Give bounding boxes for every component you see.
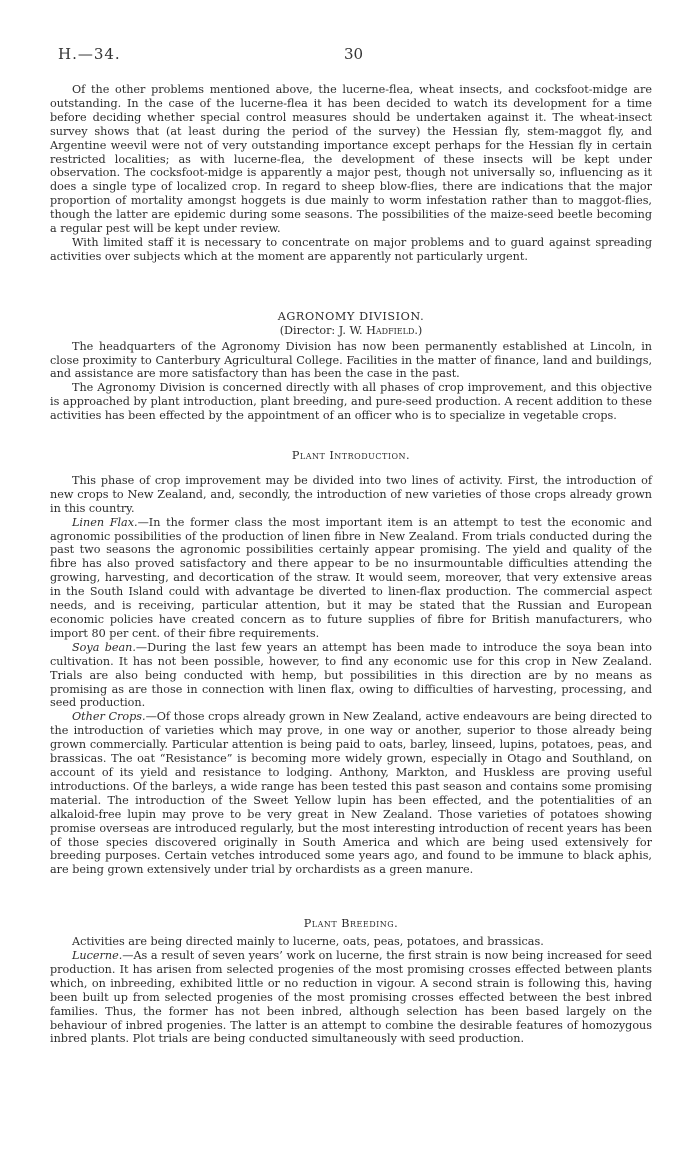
page-number: 30 — [344, 45, 364, 63]
linen-flax-text: —In the former class the most important item is an attempt to test the economic and agronomic possibilities of the production of linen fibre in New Zealand. From trials conducted during the past two seasons the agronomic possibilities certainly appear promising. The yield and quality of the fibre has also proved satisfactory and there appear to be no insurmountable difficulties attending the growing, harvesting, and decortication of the straw. It would seem, moreover, that very extensive areas in the South Island could with advantage be diverted to linen-flax production. The commercial aspect needs, and is receiving, particular attention, but it may be stated that the Russian and European economic policies have created concern as to future supplies of fibre for British manufacturers, who import 80 per cent. of their fibre requirements. — [50, 515, 652, 640]
director-line — [50, 324, 652, 338]
other-crops-label: Other Crops. — [72, 710, 146, 724]
director-close: ) — [417, 323, 423, 337]
soya-bean-label: Soya bean. — [72, 640, 136, 654]
report-reference: H.—34. — [58, 45, 121, 63]
lucerne-text: —As a result of seven years’ work on lucerne, the first strain is now being increased for seed production. It has arisen from selected progenies of the most promising crosses effected between plants which, on inbreeding, exhibited little or no reduction in vigour. A second strain is following this, having been built up from selected progenies of the most promising crosses effected between the best inbred families. Thus, the former has not been inbred, although selection has been based largely on the behaviour of inbred progenies. The latter is an attempt to combine the desirable features of homozygous inbred plants. Plot trials are being conducted simultaneously with seed production. — [50, 949, 652, 1046]
plant-breeding-paragraph-1: Activities are being directed mainly to lucerne, oats, peas, potatoes, and brassicas. — [72, 935, 544, 949]
lucerne-paragraph — [50, 949, 652, 1046]
linen-flax-paragraph — [50, 516, 652, 641]
other-crops-paragraph — [50, 710, 652, 877]
agronomy-paragraph-1: The headquarters of the Agronomy Division has now been permanently established at Lincoln, in close proximity to Canterbury Agricultural College. Facilities in the matter of finance, land and buildings, and assistance are more satisfactory than has been the case in the past. — [50, 339, 652, 381]
intro-paragraph-2: With limited staff it is necessary to concentrate on major problems and to guard against spreading activities over subjects which at the moment are apparently not particularly urgent. — [50, 235, 652, 263]
director-name: J. W. Hadfield. — [338, 323, 418, 337]
page-body — [50, 83, 652, 1046]
linen-flax-label: Linen Flax. — [72, 515, 138, 529]
agronomy-paragraph-2: The Agronomy Division is concerned directly with all phases of crop improvement, and this objective is approached by plant introduction, plant breeding, and pure-seed production. A recent addition to these activities has been effected by the appointment of an officer who is to specialize in vegetable crops. — [50, 381, 652, 423]
agronomy-division-heading: AGRONOMY DIVISION. — [277, 309, 425, 323]
lucerne-label: Lucerne. — [72, 949, 123, 963]
intro-paragraph-1: Of the other problems mentioned above, the lucerne-flea, wheat insects, and cocksfoot-midge are outstanding. In the case of the lucerne-flea it has been decided to watch its development for a time before deciding whether special control measures should be undertaken against it. The wheat-insect survey shows that (at least during the period of the survey) the Hessian fly, stem-maggot fly, and Argentine weevil were not of very outstanding importance except perhaps for the Hessian fly in certain restricted localities; as with lucerne-flea, the development of these insects will be kept under observation. The cocksfoot-midge is apparently a major pest, though not universally so, influencing as it does a single type of localized crop. In regard to sheep blow-flies, there are indications that the major proportion of mortality amongst hoggets is due mainly to worm infestation rather than to maggot-flies, though the latter are epidemic during some seasons. The possibilities of the maize-seed beetle becoming a regular pest will be kept under review. — [50, 83, 652, 236]
plant-introduction-heading: Plant Introduction. — [291, 449, 411, 463]
soya-bean-paragraph — [50, 641, 652, 711]
director-label: (Director: — [279, 323, 336, 337]
other-crops-text: —Of those crops already grown in New Zealand, active endeavours are being directed to the introduction of varieties which may prove, in one way or another, superior to those already being grown commercially. Particular attention is being paid to oats, barley, linseed, lupins, potatoes, peas, and brassicas. The oat “Resistance” is becoming more widely grown, especially in Otago and Southland, on account of its yield and resistance to lodging. Anthony, Markton, and Huskless are proving useful introductions. Of the barleys, a wide range has been tested this past season and contains some promising material. The introduction of the Sweet Yellow lupin has been effected, and the potentialities of an alkaloid-free lupin may prove to be very great in New Zealand. Those varieties of potatoes showing promise overseas are introduced regularly, but the most interesting introduction of recent years has been of those species discovered originally in South America and which are being used extensively for breeding purposes. Certain vetches introduced some years ago, and found to be immune to black aphis, are being grown extensively under trial by orchardists as a green manure. — [50, 710, 653, 877]
running-head — [0, 45, 700, 68]
plant-introduction-paragraph-1: This phase of crop improvement may be divided into two lines of activity. First, the introduction of new crops to New Zealand, and, secondly, the introduction of new varieties of those crops already grown in this country. — [50, 473, 652, 515]
soya-bean-text: —During the last few years an attempt has been made to introduce the soya bean into cultivation. It has not been possible, however, to find any economic use for this crop in New Zealand. Trials are also being conducted with hemp, but possibilities in this direction are by no means as promising as are those in connection with linen flax, owing to difficulties of harvesting, processing, and seed production. — [50, 640, 652, 710]
plant-breeding-heading: Plant Breeding. — [303, 917, 399, 931]
